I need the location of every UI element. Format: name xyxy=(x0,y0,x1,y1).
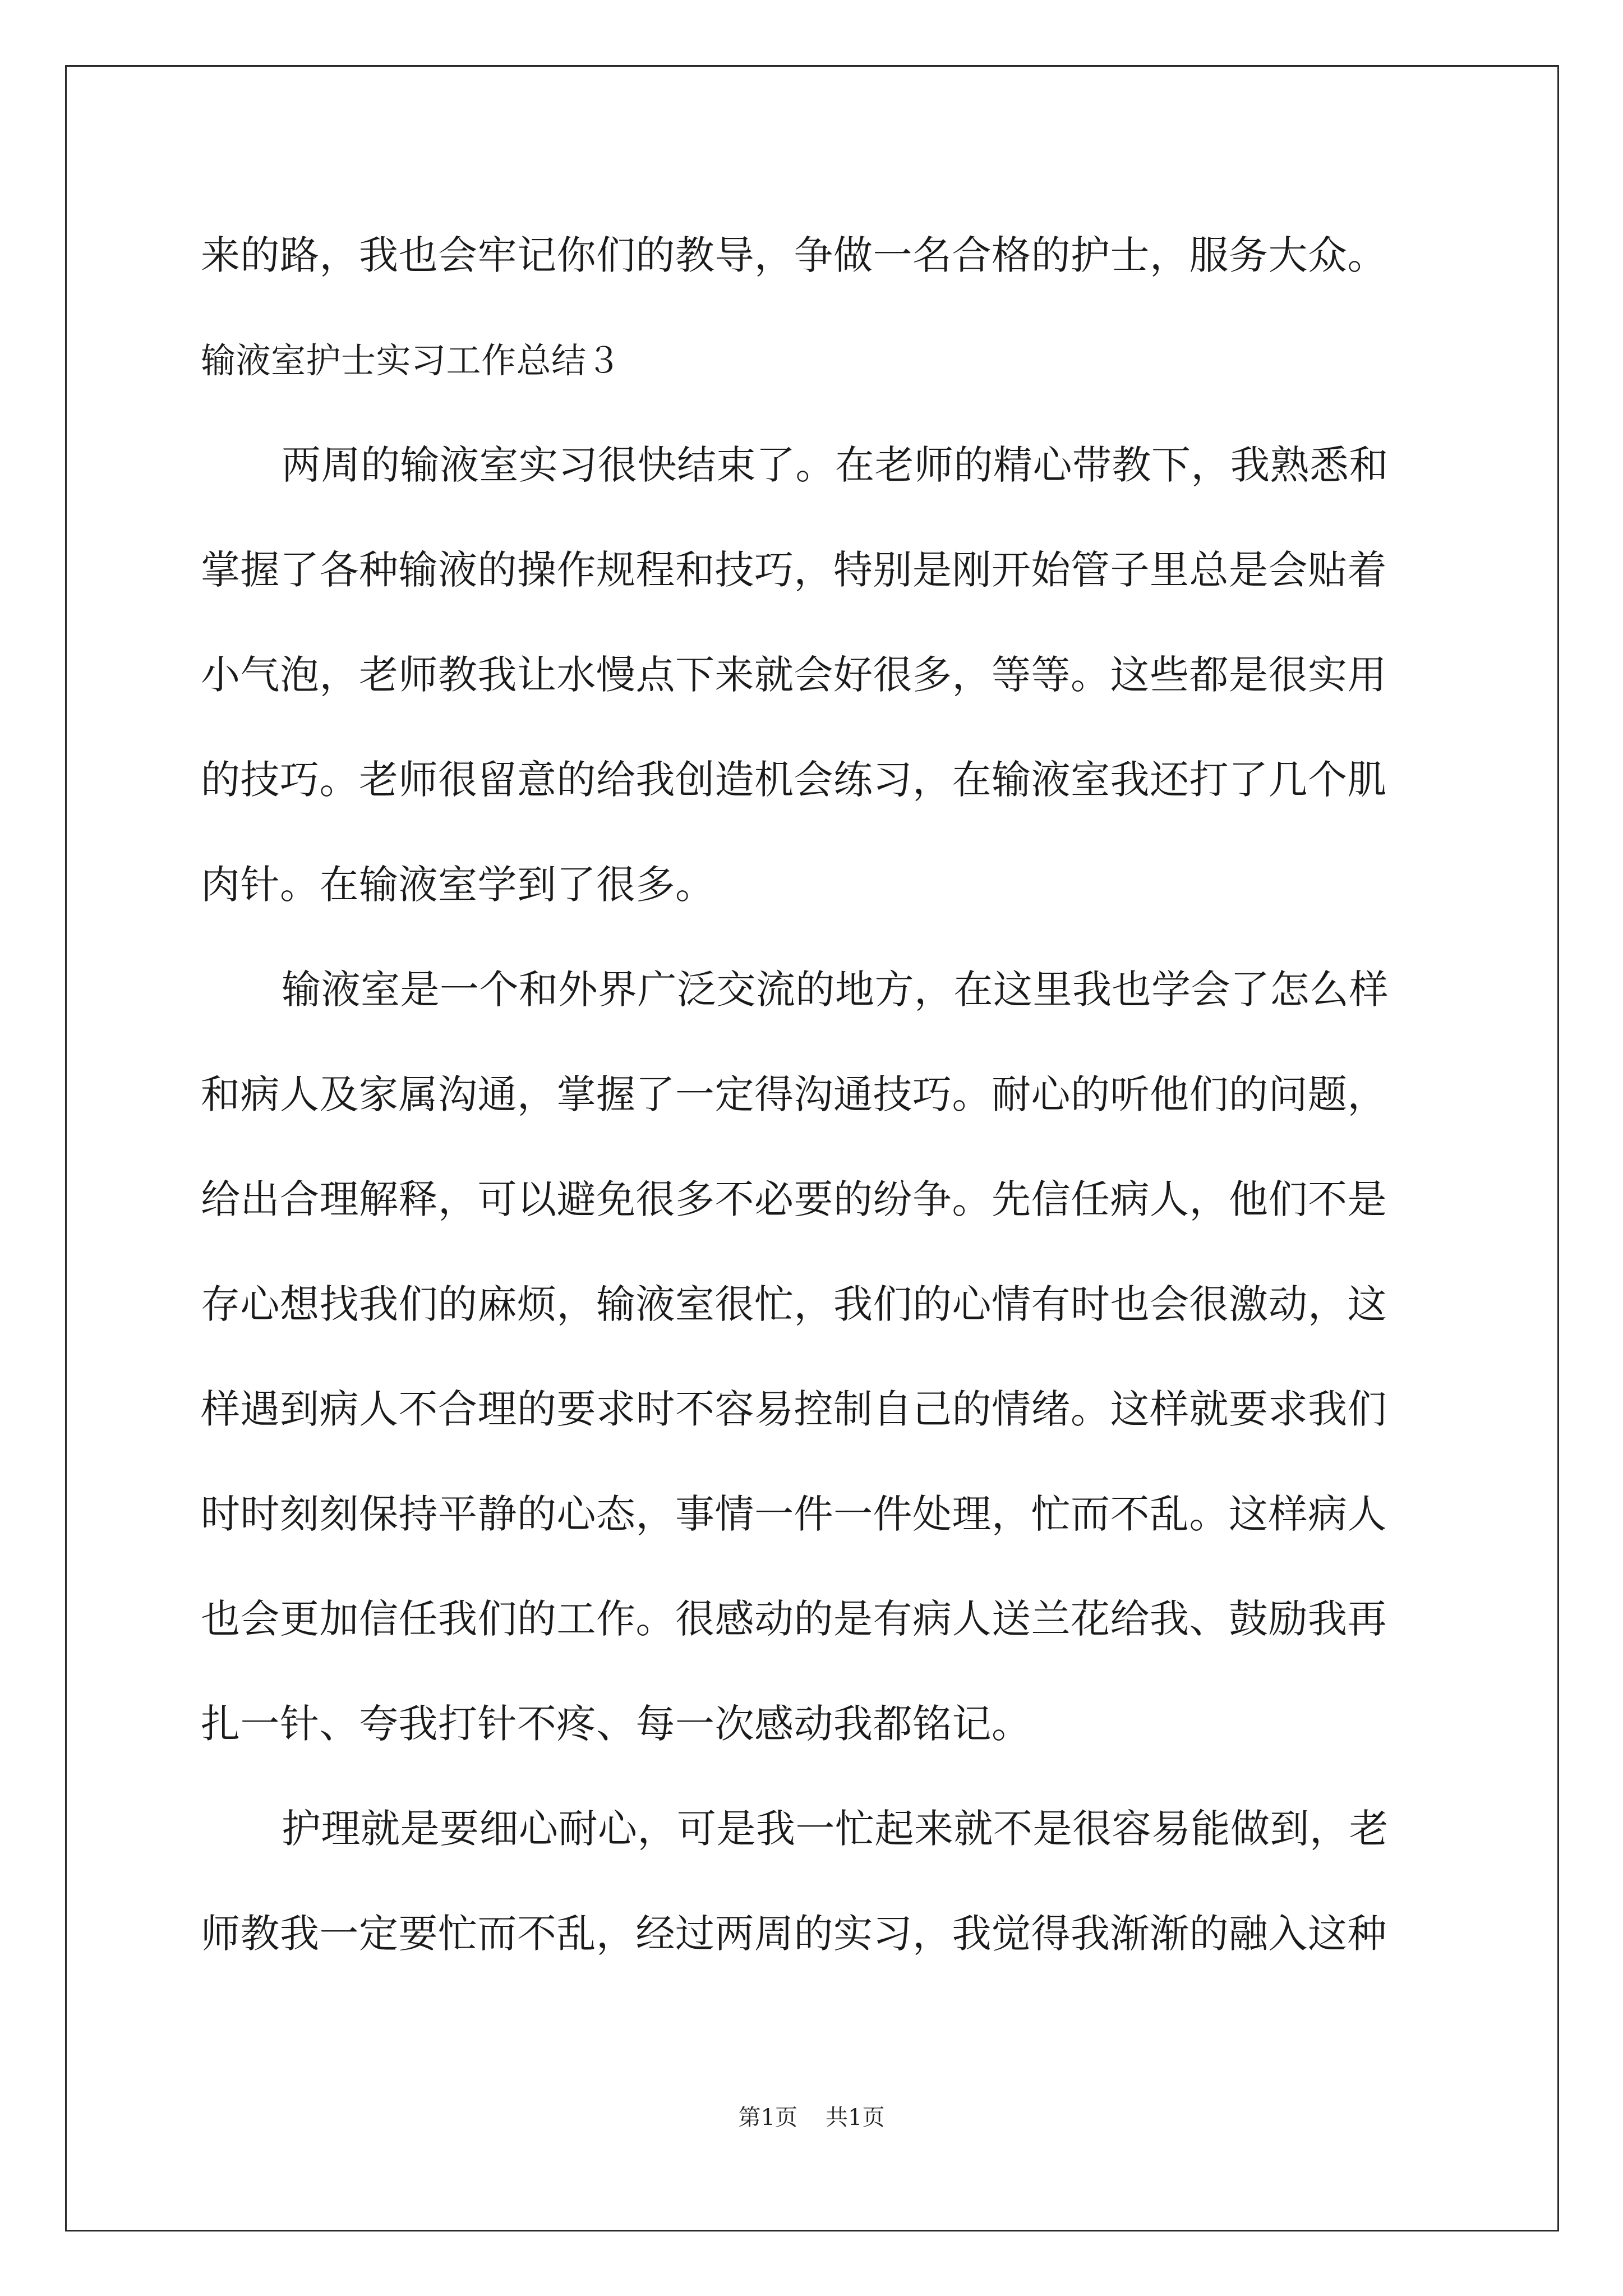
paragraph-first-line: 输液室是一个和外界广泛交流的地方，在这里我也学会了怎么样 xyxy=(282,967,1389,1013)
text-line: 扎一针、夸我打针不疼、每一次感动我都铭记。 xyxy=(201,1701,1031,1747)
page-number: 第1页 xyxy=(738,2105,797,2131)
text-line: 肉针。在输液室学到了很多。 xyxy=(201,862,715,908)
section-heading: 输液室护士实习工作总结３ xyxy=(201,340,622,381)
paragraph-first-line: 护理就是要细心耐心，可是我一忙起来就不是很容易能做到，老 xyxy=(282,1806,1389,1852)
text-line: 的技巧。老师很留意的给我创造机会练习，在输液室我还打了几个肌 xyxy=(201,757,1387,803)
text-line: 掌握了各种输液的操作规程和技巧，特别是刚开始管子里总是会贴着 xyxy=(201,547,1387,593)
text-line: 时时刻刻保持平静的心态，事情一件一件处理，忙而不乱。这样病人 xyxy=(201,1491,1387,1537)
text-line: 存心想找我们的麻烦，输液室很忙，我们的心情有时也会很激动，这 xyxy=(201,1281,1387,1327)
text-line: 和病人及家属沟通，掌握了一定得沟通技巧。耐心的听他们的问题， xyxy=(201,1071,1387,1117)
document-body xyxy=(201,203,1423,1986)
text-line: 师教我一定要忙而不乱，经过两周的实习，我觉得我渐渐的融入这种 xyxy=(201,1911,1387,1957)
page-footer xyxy=(0,2101,1623,2134)
paragraph-first-line: 两周的输液室实习很快结束了。在老师的精心带教下，我熟悉和 xyxy=(282,442,1389,488)
text-line: 也会更加信任我们的工作。很感动的是有病人送兰花给我、鼓励我再 xyxy=(201,1596,1387,1642)
page-total: 共1页 xyxy=(826,2105,885,2131)
text-line: 小气泡，老师教我让水慢点下来就会好很多，等等。这些都是很实用 xyxy=(201,652,1387,698)
text-line: 样遇到病人不合理的要求时不容易控制自己的情绪。这样就要求我们 xyxy=(201,1386,1387,1432)
text-line: 来的路，我也会牢记你们的教导，争做一名合格的护士，服务大众。 xyxy=(201,232,1387,278)
text-line: 给出合理解释，可以避免很多不必要的纷争。先信任病人，他们不是 xyxy=(201,1176,1387,1222)
